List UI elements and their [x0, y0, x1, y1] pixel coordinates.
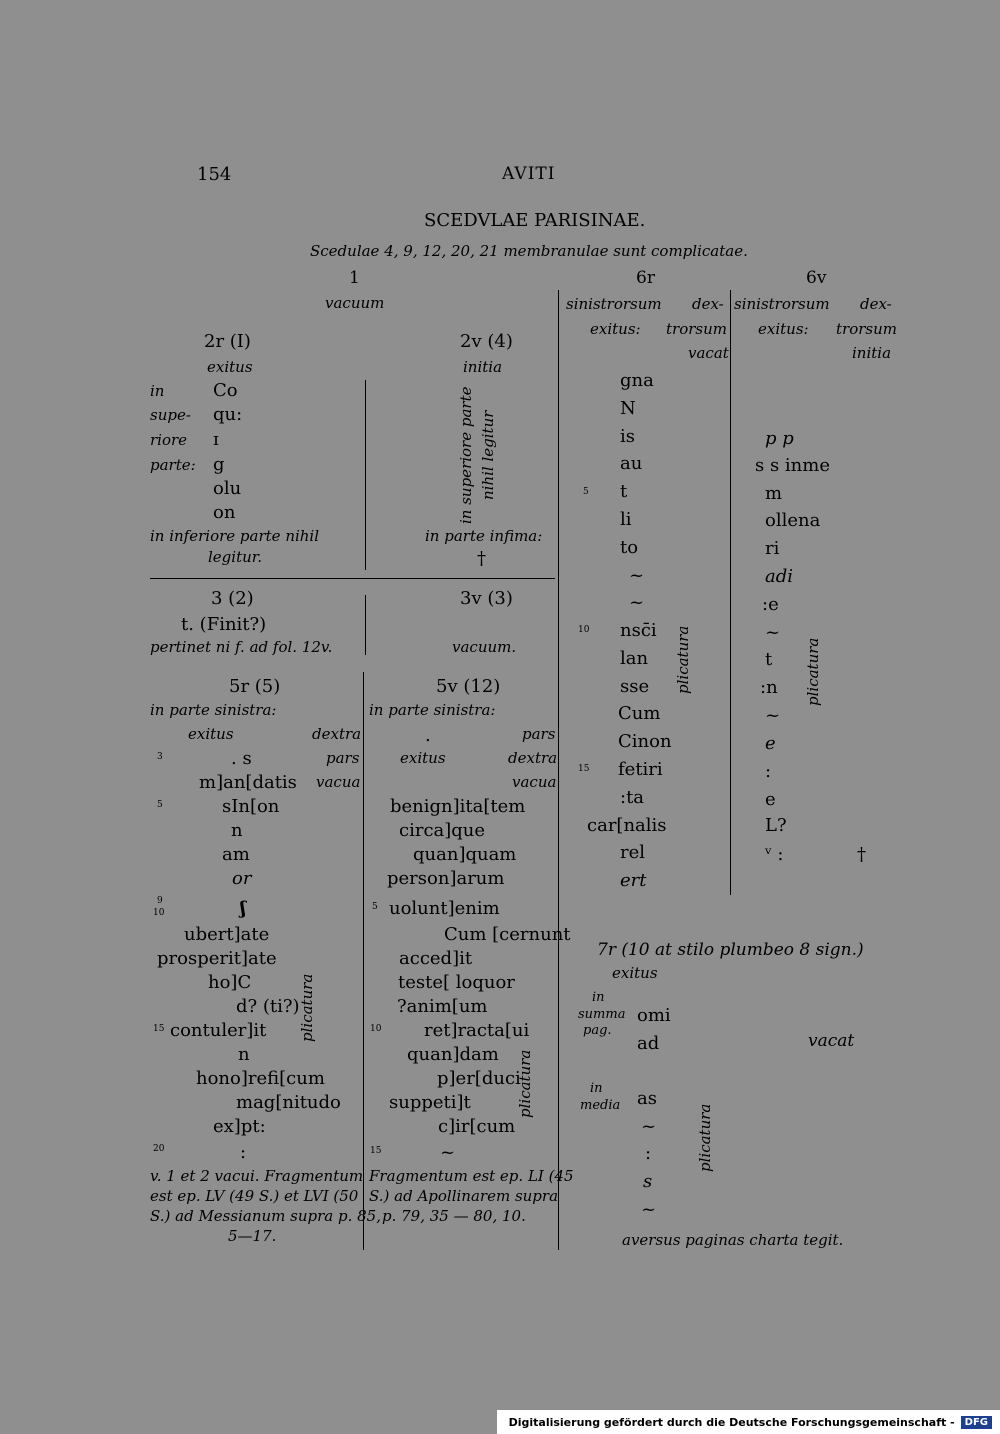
b5v-line: c]ir[cum: [438, 1116, 516, 1137]
b5v-right-note: pars: [522, 725, 556, 743]
b2r-line: Co: [213, 380, 238, 401]
plicatura-label: plicatura: [674, 625, 692, 694]
b5r-line: n: [231, 820, 243, 841]
b6r-line: Cum: [618, 703, 661, 724]
line-number: 15: [578, 764, 590, 774]
b5v-sub: in parte sinistra:: [369, 701, 496, 719]
b5r-sub: exitus: [188, 725, 234, 743]
b6v-line: L?: [765, 815, 787, 836]
b2r-note: riore: [150, 431, 188, 449]
b5r-line: sIn[on: [222, 796, 280, 817]
page-title: SCEDVLAE PARISINAE.: [424, 210, 646, 231]
b5r-line: prosperit]ate: [157, 948, 277, 969]
b2v-sub: initia: [463, 358, 503, 376]
b2v-heading: 2v (4): [460, 331, 513, 352]
divider-horizontal: [150, 578, 555, 579]
b2v-vertical-note: in superiore parte: [457, 386, 475, 524]
b5v-footnote: p. 79, 35 — 80, 10.: [382, 1207, 526, 1225]
b5r-line: ubert]ate: [184, 924, 270, 945]
b5v-line: acced]it: [399, 948, 473, 969]
divider-col1: [363, 672, 364, 1250]
b5r-footnote: est ep. LV (49 S.) et LVI (50: [150, 1187, 359, 1205]
b6v-line: adi: [765, 566, 794, 587]
line-number: 10: [370, 1024, 382, 1034]
b6v-line: ollena: [765, 510, 821, 531]
b5r-line: n: [238, 1044, 250, 1065]
b5v-line: p]er[duci: [437, 1068, 521, 1089]
b3-line: t. (Finit?): [181, 614, 267, 635]
b3-note: pertinet ni f. ad fol. 12v.: [150, 638, 333, 656]
b5r-line: ʃ: [240, 898, 246, 919]
b5r-line: hono]refi[cum: [196, 1068, 325, 1089]
b6v-line: s s inme: [755, 455, 830, 476]
line-number: 15: [370, 1146, 382, 1156]
plicatura-label: plicatura: [696, 1103, 714, 1172]
b2v-bottom-note: in parte infima:: [425, 527, 543, 545]
b6v-line: e: [765, 789, 776, 810]
b5r-line: . s: [231, 748, 252, 769]
b6v-line: p p: [765, 428, 794, 449]
b6v-heading: 6v: [806, 268, 827, 288]
b2r-heading: 2r (I): [204, 331, 251, 352]
b5r-right-note: pars: [326, 749, 360, 767]
b5v-footnote: Fragmentum est ep. LI (45: [369, 1167, 574, 1185]
b7r-sub: exitus: [612, 964, 658, 982]
b6v-header-note: trorsum: [836, 320, 897, 338]
b6r-line: li: [620, 509, 632, 530]
b7r-line: :: [645, 1143, 652, 1164]
cross-icon: †: [477, 548, 486, 569]
b6r-header-note: exitus:: [590, 320, 641, 338]
page-number: 154: [197, 164, 232, 185]
b6v-header-note: sinistrorsum: [734, 295, 830, 313]
b5v-line: Cum [cernunt: [444, 924, 571, 945]
b5v-dot: .: [425, 725, 431, 746]
b5v-sub: exitus: [400, 749, 446, 767]
b2r-line: olu: [213, 478, 242, 499]
b6v-line: ᵛ :: [765, 844, 784, 865]
plicatura-label: plicatura: [804, 637, 822, 706]
divider-col2: [558, 290, 559, 1250]
b6r-line: Cinon: [618, 731, 672, 752]
b6v-line: :e: [762, 594, 779, 615]
b6v-line: :: [765, 761, 772, 782]
b6v-line: ri: [765, 538, 780, 559]
b6r-line: fetiri: [618, 759, 663, 780]
line-number: 10: [578, 625, 590, 635]
b6r-line: car[nalis: [587, 815, 667, 836]
b6r-header-note: vacat: [688, 344, 729, 362]
b7r-line: ~: [641, 1199, 657, 1220]
b5v-line: suppeti]t: [389, 1092, 471, 1113]
b6r-header-note: dex-: [692, 295, 724, 313]
b5v-line: ret]racta[ui: [424, 1020, 530, 1041]
b5v-line: uolunt]enim: [389, 898, 500, 919]
b6v-line: ~: [765, 622, 781, 643]
b6r-line: gna: [620, 370, 654, 391]
line-number: 9: [157, 896, 163, 906]
b2r-note: in: [150, 382, 165, 400]
plicatura-label: plicatura: [516, 1049, 534, 1118]
b6r-heading: 6r: [636, 268, 655, 288]
b7r-line: omi: [637, 1005, 671, 1026]
b5r-line: mag[nitudo: [236, 1092, 341, 1113]
b2r-line: ɪ: [213, 429, 219, 450]
b5r-footnote: v. 1 et 2 vacui. Fragmentum: [150, 1167, 364, 1185]
subtitle: Scedulae 4, 9, 12, 20, 21 membranulae sunt complicatae.: [310, 242, 748, 260]
line-number: 15: [153, 1024, 165, 1034]
b6v-line: ~: [765, 705, 781, 726]
b6r-line: ~: [629, 592, 645, 613]
b3v-note: vacuum.: [452, 638, 517, 656]
b5v-heading: 5v (12): [436, 676, 501, 697]
b3-heading: 3 (2): [211, 588, 254, 609]
b6r-header-note: trorsum: [666, 320, 727, 338]
b6v-line: :n: [760, 677, 778, 698]
b5r-line: contuler]it: [170, 1020, 267, 1041]
b2r-bottom-note: legitur.: [208, 548, 263, 566]
b5r-line: ex]pt:: [213, 1116, 266, 1137]
b5r-line: ho]C: [208, 972, 252, 993]
line-number: 10: [153, 908, 165, 918]
b6r-line: lan: [620, 648, 649, 669]
b7r-side-note: summa: [578, 1007, 626, 1022]
b5v-footnote: S.) ad Apollinarem supra: [369, 1187, 559, 1205]
b7r-line: s: [643, 1171, 653, 1192]
b6v-line: t: [765, 649, 773, 670]
b5r-sub: in parte sinistra:: [150, 701, 277, 719]
b6v-header-note: exitus:: [758, 320, 809, 338]
block1-heading: 1: [349, 268, 360, 288]
b2r-line: qu:: [213, 404, 243, 425]
b6r-line: to: [620, 537, 639, 558]
line-number: 5: [372, 902, 378, 912]
b5v-line: quan]quam: [413, 844, 517, 865]
b2v-vertical-note: nihil legitur: [479, 410, 497, 500]
b5r-right-note: vacua: [316, 773, 361, 791]
dfg-logo: DFG: [961, 1416, 992, 1429]
b5v-line: ~: [440, 1142, 456, 1163]
b5r-line: am: [222, 844, 250, 865]
footer-text: Digitalisierung gefördert durch die Deutsche Forschungsgemeinschaft -: [508, 1415, 955, 1429]
line-number: 5: [157, 800, 163, 810]
b5v-right-note: vacua: [512, 773, 557, 791]
b5r-heading: 5r (5): [229, 676, 281, 697]
b3v-heading: 3v (3): [460, 588, 513, 609]
b6r-line: sse: [620, 676, 650, 697]
b7r-line: ad: [637, 1033, 660, 1054]
plicatura-label: plicatura: [298, 973, 316, 1042]
b6r-line: ~: [629, 565, 645, 586]
b5r-footnote: 5—17.: [228, 1227, 277, 1245]
b7r-heading: 7r (10 at stilo plumbeo 8 sign.): [597, 940, 864, 960]
b5r-line: or: [232, 868, 252, 889]
b5v-line: benign]ita[tem: [390, 796, 526, 817]
b7r-vacat: vacat: [808, 1031, 855, 1051]
b7r-line: ~: [641, 1116, 657, 1137]
b6r-line: :ta: [620, 787, 645, 808]
b6r-line: nsc̄i: [620, 620, 657, 641]
b5r-line: m]an[datis: [199, 772, 297, 793]
b6r-line: au: [620, 453, 643, 474]
running-title: AVITI: [502, 164, 556, 184]
b5r-footnote: S.) ad Messianum supra p. 85,: [150, 1207, 381, 1225]
b7r-side-note: pag.: [583, 1023, 612, 1038]
b2r-note: parte:: [150, 456, 196, 474]
b7r-footnote: aversus paginas charta tegit.: [622, 1231, 844, 1249]
b7r-side-note: media: [580, 1098, 621, 1113]
b7r-line: as: [637, 1088, 657, 1109]
b5v-line: circa]que: [399, 820, 486, 841]
divider-2r: [365, 380, 366, 570]
b2r-sub: exitus: [207, 358, 253, 376]
b5v-right-note: dextra: [508, 749, 558, 767]
b7r-side-note: in: [590, 1081, 603, 1096]
b6r-line: t: [620, 481, 628, 502]
b2r-note: supe-: [150, 406, 191, 424]
b6r-line: is: [620, 426, 635, 447]
b6v-header-note: dex-: [860, 295, 892, 313]
b6r-line: rel: [620, 842, 646, 863]
b6v-header-note: initia: [852, 344, 892, 362]
divider-col3: [730, 290, 731, 895]
b5r-right-note: dextra: [312, 725, 362, 743]
b5v-line: quan]dam: [407, 1044, 499, 1065]
b5v-line: teste[ loquor: [398, 972, 515, 993]
line-number: 3: [157, 752, 163, 762]
b2r-line: on: [213, 502, 236, 523]
block1-note: vacuum: [325, 294, 385, 312]
b6v-line: e: [765, 733, 776, 754]
b2r-line: g: [213, 454, 225, 475]
b5r-line: d? (ti?): [236, 996, 300, 1017]
b7r-side-note: in: [592, 990, 605, 1005]
b6r-line: N: [620, 398, 636, 419]
b5v-line: ?anim[um: [397, 996, 488, 1017]
footer-bar: [497, 1410, 1000, 1434]
line-number: 20: [153, 1144, 165, 1154]
b6r-line: ert: [620, 870, 647, 891]
b6r-header-note: sinistrorsum: [566, 295, 662, 313]
b6v-line: m: [765, 483, 783, 504]
divider-3: [365, 595, 366, 655]
b5v-line: person]arum: [387, 868, 505, 889]
line-number: 5: [583, 487, 589, 497]
b2r-bottom-note: in inferiore parte nihil: [150, 527, 320, 545]
cross-icon: †: [857, 844, 866, 865]
b5r-line: :: [240, 1142, 247, 1163]
